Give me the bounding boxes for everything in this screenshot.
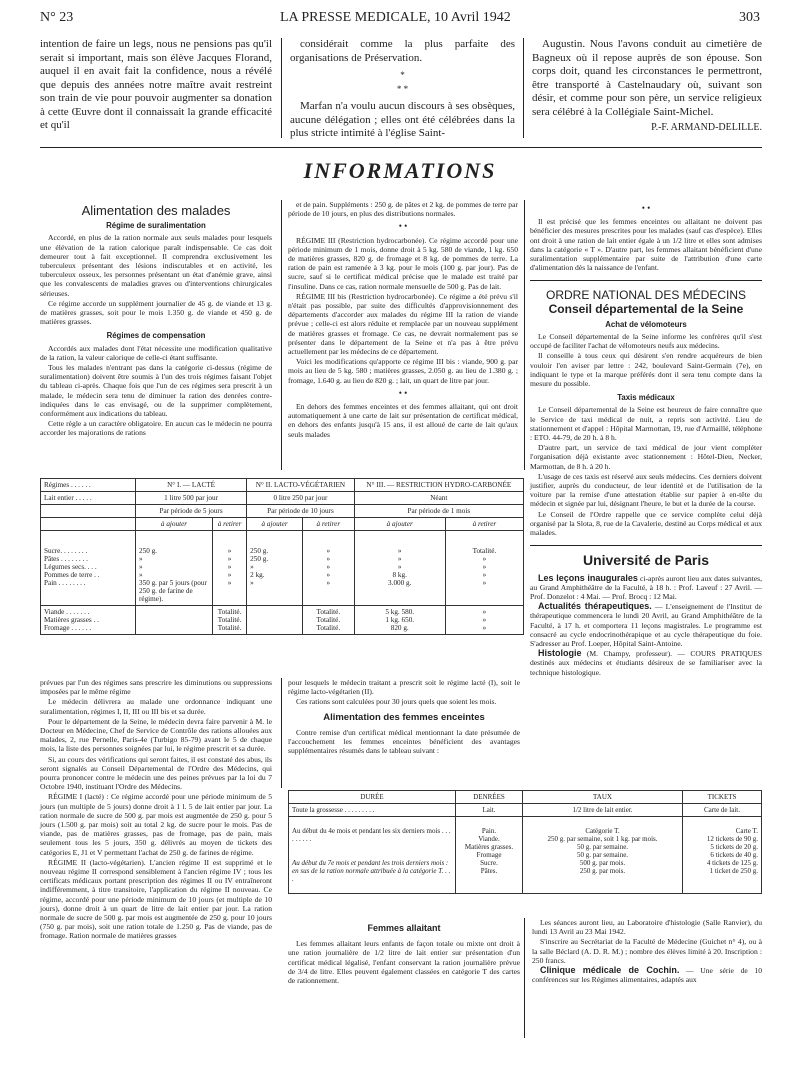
column-divider <box>281 200 282 470</box>
page-number: 303 <box>739 10 760 25</box>
column-divider <box>281 678 282 788</box>
asterism: • • <box>398 221 408 232</box>
text-block: Pour le département de la Seine, le médecin devra faire parvenir à M. le Docteur en Médecine, Chef de Service de Contrôle des rations allouées aux malades, 2, rue Pernelle, Paris-4e (Turbigo 85-79) avant le 5 de chaque mois, la liste des personnes soignées par lui, le régime prescrit et sa durée. <box>40 716 272 754</box>
regime-table-frame <box>40 478 524 635</box>
table-header: N° III. — RESTRICTION HYDRO-CARBONÉE <box>354 479 523 492</box>
top-column-3 <box>532 38 762 135</box>
text-block: Le Conseil départemental de la Seine est heureux de faire connaître que le Service de taxi médical de nuit, a repris son activité. Lieu de stationnement et d'appel : Hôpital Marmottan, 19, rue d'Armaillé, téléphone : ETO. 44-79, de 20 h. à 8 h. <box>530 405 762 443</box>
rule <box>530 280 762 281</box>
pregnancy-table-frame <box>288 790 762 894</box>
table-cell: Catégorie T. 250 g. par semaine, soit 1 kg. par mois. 50 g. par semaine. 50 g. par semaine. 500 g. par mois. 250 g. par mois. <box>523 817 683 894</box>
text-block: Le Conseil départemental de la Seine informe les confrères qu'il s'est occupé de faciliter l'achat de vélomoteurs neufs aux médecins. <box>530 332 762 351</box>
table-cell: Par période de 5 jours <box>136 505 247 518</box>
asterism: • • <box>641 203 651 213</box>
article-title: Alimentation des malades <box>81 203 231 218</box>
section-rule <box>40 147 762 148</box>
table-cell: Carte T. 12 tickets de 90 g. 5 tickets de 20 g. 6 tickets de 40 g. 4 tickets de 125 g. 1 ticket de 250 g. <box>683 817 762 894</box>
table-cell: » » » » » <box>213 531 247 606</box>
table-cell: à ajouter <box>247 518 303 531</box>
left-column <box>40 200 272 439</box>
text-block: Si, au cours des vérifications qui seront faites, il est constaté des abus, ils seront signalés au Conseil Départemental de l'Ordre des Médecins, qui pourra prononcer contre le médecin une des peines prévues par la loi du 7 Octobre 1940, instituant l'Ordre des Médecins. <box>40 754 272 792</box>
text-block: Les séances auront lieu, au Laboratoire d'histologie (Salle Ranvier), du lundi 13 Avril au 23 Mai 1942. <box>532 918 762 937</box>
table-cell: Au début du 7e mois et pendant les trois derniers mois : en sus de la ration normale attribuée à la catégorie T. . . . <box>292 859 451 883</box>
rule <box>530 545 762 546</box>
table-header: DURÉE <box>289 791 456 804</box>
text-block: prévues par l'un des régimes sans prescrire les diminutions ou suppressions imposées par le même régime <box>40 678 272 697</box>
text-block: D'autre part, un service de taxi médical de jour vient compléter l'organisation déjà existante avec stationnement : Hôtel-Dieu, Necker, Marmottan, de 8 h. à 20 h. <box>530 443 762 471</box>
subhead: Régime de suralimentation <box>106 221 206 231</box>
column-divider <box>523 38 524 138</box>
table-cell: Sucre. . . . . . . . Pâtes . . . . . . . . Légumes secs. . . . Pommes de terre . . Pain . . . . . . . . <box>41 531 136 606</box>
table-cell: Lait. <box>456 804 523 817</box>
table-cell: 250 g. » » » 350 g. par 5 jours (pour 250 g. de farine de régime). <box>136 531 213 606</box>
table-cell: » » » » » <box>303 531 355 606</box>
text-block: Cette règle a un caractère obligatoire. En aucun cas le médecin ne pourra accorder les majorations de rations <box>40 419 272 438</box>
item-heading: Les leçons inaugurales <box>538 572 638 583</box>
text-block: ci-après auront lieu aux dates suivantes, au Grand Amphithéâtre de la Faculté, à 18 h. : Prof. Laveuf : 27 Avril. — Prof. Donzelot : 4 Mai. — Prof. Brocq : 12 Mai. <box>530 573 762 601</box>
item-heading: Actualités thérapeutiques. <box>538 601 652 612</box>
text-block: Il conseille à tous ceux qui désirent s'en rendre acquéreurs de bien vouloir l'en aviser par lettre : 242, boulevard Saint-Germain (7e), en indiquant le type et la marque préférés dont il sera tenu compte dans la mesure du possible. <box>530 351 762 389</box>
table-cell: 1/2 litre de lait entier. <box>523 804 683 817</box>
table-cell: à ajouter <box>354 518 445 531</box>
table-cell: Carte de lait. <box>683 804 762 817</box>
text-block: Accordé, en plus de la ration normale aux seuls malades pour lesquels une élévation de la ration calorique paraît indispensable. Ce cas doit demeurer tout à fait exceptionnel. Il comprendra exclusivement les tuberculeux présentant des lésions indiscutables et en activité, les tuberculeux osseux, les personnes présentant un état d'anémie grave, ainsi que les convalescents de maladies graves ou d'interventions chirurgicales sérieuses. <box>40 233 272 298</box>
text-block: Le Conseil de l'Ordre rappelle que ce service complète celui déjà organisé par la Slota, 8, rue de la Cavalerie, destiné au Corps médical et aux malades. <box>530 509 762 538</box>
table-header: DENRÉES <box>456 791 523 804</box>
university-title: Université de Paris <box>582 552 710 569</box>
table-cell: Néant <box>354 492 523 505</box>
regime-table <box>40 478 524 635</box>
table-cell: Totalité. » » » » <box>445 531 523 606</box>
column-divider <box>524 918 525 1038</box>
table-cell: Totalité. Totalité. Totalité. <box>303 606 355 635</box>
table-cell: 5 kg. 580. 1 kg. 650. 820 g. <box>354 606 445 635</box>
table-cell: Lait entier . . . . . <box>41 492 136 505</box>
table-cell: Par période de 10 jours <box>247 505 354 518</box>
top-column-2 <box>290 38 515 143</box>
pregnancy-table <box>288 790 762 894</box>
text-block: S'inscrire au Secrétariat de la Faculté de Médecine (Guichet n° 4), ou à la salle Béclard (A. D. R. M.) ; nombre des élèves limité à 20. Inscription : 250 francs. <box>532 937 762 965</box>
text-block: Contre remise d'un certificat médical mentionnant la date présumée de l'accouchement les femmes enceintes bénéficient des avantages supplémentaires résumés dans le tableau suivant : <box>288 727 520 756</box>
item-heading: Histologie <box>538 648 582 659</box>
lower-middle-column <box>288 678 520 756</box>
table-cell: Toute la grossesse . . . . . . . . . <box>289 804 456 817</box>
table-header: TICKETS <box>683 791 762 804</box>
right-column <box>530 200 762 678</box>
table-cell: 0 litre 250 par jour <box>247 492 354 505</box>
text-block: RÉGIME III bis (Restriction hydrocarbonée). Ce régime a été prévu s'il n'était pas possible, par suite des difficultés d'approvisionnement des départements d'accorder aux malades du régime III la ration de viande prévue ; celle-ci est alors réduite et remplacée par un nouveau supplément de matières grasses et fromage. Ce cas, ne devrait normalement pas se présenter dans le département de la Seine et n'a pas à être prévu actuellement par les médecins de ce département. <box>288 291 518 357</box>
text-block: Voici les modifications qu'apporte ce régime III bis : viande, 900 g. par mois au lieu de 5 kg. 580 ; matières grasses, 2.050 g. au lieu de 1.380 g. ; fromage, 1.640 g. au lieu de 820 g. ; lait, un quart de litre par jour. <box>288 357 518 385</box>
subhead: Régimes de compensation <box>106 331 206 341</box>
text-block: En dehors des femmes enceintes et des femmes allaitant, qui ont droit automatiquement à une carte de lait sur présentation de certificat médical, en dehors des enfants jusqu'à 15 ans, il est alloué de carte de lait qu'aux seuls malades <box>288 402 518 439</box>
article-title: Alimentation des femmes enceintes <box>323 711 485 723</box>
text-block: considérait comme la plus parfaite des organisations de Préservation. <box>290 38 515 64</box>
table-cell: Viande . . . . . . . Matières grasses . . Fromage . . . . . . <box>41 606 136 635</box>
section-title: INFORMATIONS <box>303 158 497 183</box>
table-cell: Régimes . . . . . . <box>41 479 136 492</box>
running-header <box>40 10 760 30</box>
text-block: Ce régime accorde un supplément journalier de 45 g. de viande et 13 g. de matières grasses, soit pour le mois 1.350 g. de viande et 450 g. de matières grasses. <box>40 298 272 327</box>
text-block: Accordés aux malades dont l'état nécessite une modification qualitative de la ration, la valeur calorique de celle-ci étant suffisante. <box>40 343 272 362</box>
text-block: Il est précisé que les femmes enceintes ou allaitant ne doivent pas bénéficier des mesures prescrites pour les malades (sauf cas d'espèce). Elles ont droit à une ration de lait entier égale à un 1/2 litre et elles sont admises dans la catégorie « T ». D'autre part, les femmes allaitant bénéficient d'une suralimentation supplémentaire par suite de l'attribution d'une carte d'alimentation dès la naissance de l'enfant. <box>530 217 762 273</box>
table-cell: » » » <box>445 606 523 635</box>
text-block: RÉGIME II (lacto-végétarien). L'ancien régime II est supprimé et le nouveau régime II correspond sensiblement à l'ancien régime IV ; tous les certificats médicaux portant prescription des régimes II ou IV entraîneront indifféremment, à titre transitoire, l'application du régime II nouveau. Ce régime, accordé pour une période minimum de 10 jours (et multiple de 10 jours), donne droit à un quart de litre de lait entier par jour. La ration normale de sucre de 500 g. par mois est augmentée de 250 g. pour 10 jours (750 g. par mois), soit une ration totale de 1.250 g. Pas de viande, pas de fromage. Ration normale de matières grasses <box>40 857 272 941</box>
text-block: RÉGIME I (lacté) : Ce régime accordé pour une période minimum de 5 jours (un multiple de 5 jours) donne droit à 1 l. 5 de lait entier par jour. La ration normale de sucre de 500 g. par mois est augmentée de 250 g. pour 5 jours (1.500 g. par mois) soit au total 2 kg. de sucre pour le mois. Pas de viande, pas de matières grasses, pas de fromage, pas de pain, mais seulement tous les 5 jours, 350 g. délivrés au moyen de tickets des catégories E, J1 et V permettant l'achat de 250 g. de farines de régime. <box>40 792 272 857</box>
table-header: TAUX <box>523 791 683 804</box>
text-block: RÉGIME III (Restriction hydrocarbonée). Ce régime accordé pour une période minimum de 1 mois, donne droit à 5 kg. 580 de viande, 1 kg. 650 de matières grasses, 820 g. de fromage et 8 kg. de pommes de terre. La ration de pain est ramenée à 3 kg. pour le mois (100 g. par jour). Pas de sucre, sauf si le certificat médical précise que le malade est traité par l'insuline. Dans ce cas, ration normale mensuelle de 500 g. Pas de lait. <box>288 235 518 291</box>
right-lower-column <box>532 918 762 985</box>
middle-column <box>288 200 518 440</box>
table-cell: à retirer <box>213 518 247 531</box>
table-cell: 250 g. 250 g. » 2 kg. » <box>247 531 303 606</box>
text-block: (M. Champy, professeur). — COURS PRATIQUES destinés aux médecins et étudiants désireux de se familiariser avec la technique histologique. <box>530 649 762 677</box>
text-block: Augustin. Nous l'avons conduit au cimetière de Bagneux où il repose auprès de son épouse. Son corps doit, quand les circonstances le permettront, être transporté à Castelnaudary où, suivant son désir, et comme pour son père, un service religieux sera célébré à la Collégiale Saint-Michel. <box>532 38 762 118</box>
table-cell: 1 litre 500 par jour <box>136 492 247 505</box>
text-block: L'usage de ces taxis est réservé aux seuls médecins. Ces derniers doivent justifier, auprès du conducteur, de leur identité et de l'utilisation de la voiture par la remise d'une attestation établie sur papier à en-tête du médecin et signée par lui, désignant l'heure, le but et la durée de la course. <box>530 471 762 509</box>
subhead: Achat de vélomoteurs <box>605 319 687 329</box>
table-header: N° I. — LACTÉ <box>136 479 247 492</box>
table-cell: à ajouter <box>136 518 213 531</box>
table-cell: » » » 8 kg. 3.000 g. <box>354 531 445 606</box>
text-block: Les femmes allaitant leurs enfants de façon totale ou mixte ont droit à une ration journalière de 1/2 litre de lait entier sur présentation d'un certificat médical légalisé, l'enfant conservant la ration journalière prévue de 3/4 de litre. Elles peuvent également classées en catégorie T des cartes de rationnement. <box>288 939 520 986</box>
table-cell: Pain. Viande. Matières grasses. Fromage Sucre. Pâtes. <box>456 817 523 894</box>
column-divider <box>524 200 525 470</box>
issue-number: N° 23 <box>40 10 74 25</box>
signature: P.-F. ARMAND-DELILLE. <box>651 122 762 133</box>
text-block: et de pain. Suppléments : 250 g. de pâtes et 2 kg. de pommes de terre par période de 10 jours, en plus des distributions normales. <box>288 200 518 219</box>
lower-left-column <box>40 678 272 942</box>
top-column-1 <box>40 38 272 135</box>
table-cell: à retirer <box>445 518 523 531</box>
table-cell: à retirer <box>303 518 355 531</box>
table-cell: Au début du 4e mois et pendant les six derniers mois . . . . . . . . . <box>292 827 451 843</box>
text-block: Tous les malades n'entrant pas dans la catégorie ci-dessus (régime de suralimentation) doivent être soumis à l'un des trois régimes faisant l'objet du tableau ci-après. Chaque fois que l'un de ces régimes sera prescrit à un malade, le médecin sera tenu de diminuer la ration des denrées contre-indiquées dans le cas envisagé, ou de la supprimer complètement, conformément aux indications du tableau. <box>40 363 272 419</box>
council-title: Conseil départemental de la Seine <box>548 301 744 316</box>
text-block: — Une série de 10 conférences sur les Régimes alimentaires, adaptés aux <box>532 966 762 985</box>
table-cell: Par période de 1 mois <box>354 505 523 518</box>
table-header: N° II. LACTO-VÉGÉTARIEN <box>247 479 354 492</box>
subhead: Taxis médicaux <box>617 393 675 403</box>
org-title: ORDRE NATIONAL DES MÉDECINS <box>545 288 747 303</box>
asterism: * * * <box>396 70 409 94</box>
text-block: Marfan n'a voulu aucun discours à ses obsèques, aucune délégation ; elles ont été célébrées dans la plus stricte intimité à l'église Saint- <box>290 100 515 139</box>
nursing-article <box>288 918 520 986</box>
text-block: Le médecin délivrera au malade une ordonnance indiquant une suralimentation, régimes I, II, III ou III bis et sa durée. <box>40 697 272 716</box>
asterism: • • <box>398 387 408 398</box>
text-block: intention de faire un legs, nous ne pensions pas qu'il serait si important, mais son élève Jacques Florand, auquel il en avait fait la confidence, nous a révélé que depuis des années notre maître avait restreint son train de vie pour pouvoir augmenter sa donation à cette Œuvre dont il connaissait la grande efficacité et qu'il <box>40 38 272 131</box>
text-block: — L'enseignement de l'Institut de thérapeutique commencera le lundi 20 Avril, au Grand Amphithéâtre de la Faculté, à 17 h. et comportera 11 leçons magistrales. Le programme est consacré au cycle endocrinothérapique et au cycle thérapeutique du foie. S'adresser au Prof. Loeper, Hôpital Saint-Antoine. <box>530 602 763 648</box>
table-cell: Totalité. Totalité. Totalité. <box>213 606 247 635</box>
journal-title: LA PRESSE MEDICALE, 10 Avril 1942 <box>280 10 511 25</box>
text-block: pour lesquels le médecin traitant a prescrit soit le régime lacté (I), soit le régime lacto-végétarien (II). <box>288 678 520 697</box>
text-block: Ces rations sont calculées pour 30 jours quels que soient les mois. <box>296 697 497 707</box>
item-heading: Clinique médicale de Cochin. <box>540 965 680 976</box>
column-divider <box>281 38 282 138</box>
article-title: Femmes allaitant <box>367 923 441 933</box>
